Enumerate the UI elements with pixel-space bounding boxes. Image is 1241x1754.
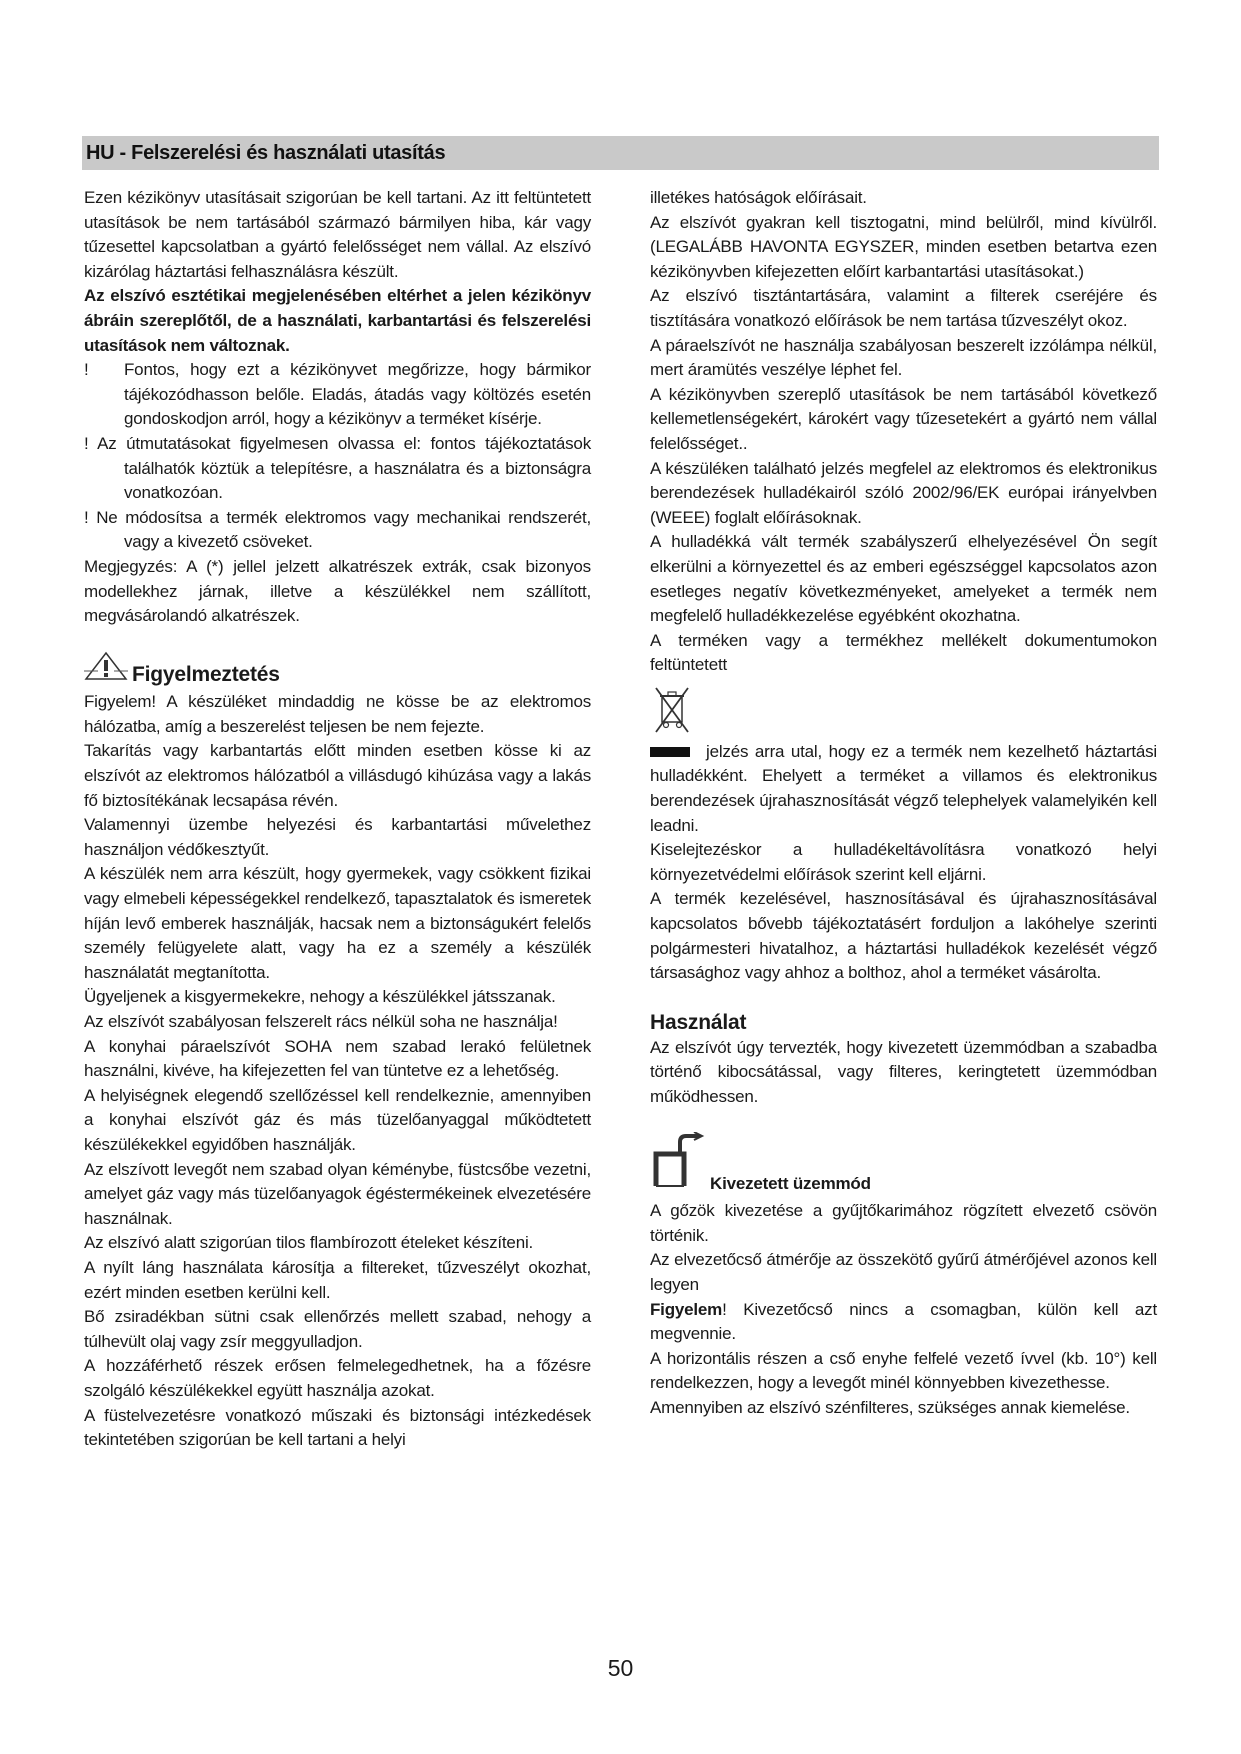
weee-symbol-row	[650, 684, 1157, 738]
info-paragraph: Kiselejtezéskor a hulladékeltávolításra vonatkozó helyi környezetvédelmi előírások szerint kell eljárni.	[650, 840, 1157, 884]
info-paragraph: Az elszívót gyakran kell tisztogatni, mind belülről, mind kívülről. (LEGALÁBB HAVONTA EGYSZER, minden esetben betartva ezen kézikönyvben kifejezetten előírt karbantartási utasításokat.)	[650, 212, 1157, 281]
bullet-item	[84, 358, 591, 432]
weee-bar-icon	[650, 747, 690, 757]
ducted-title: Kivezetett üzemmód	[710, 1174, 871, 1194]
ducted-paragraph: Az elvezetőcső átmérője az összekötő gyűrű átmérőjével azonos kell legyen	[650, 1250, 1157, 1294]
info-paragraph: A páraelszívót ne használja szabályosan beszerelt izzólámpa nélkül, mert áramütés veszélye léphet fel.	[650, 335, 1157, 380]
bullet-text: Fontos, hogy ezt a kézikönyvet megőrizze, hogy bármikor tájékozódhasson belőle. Eladás, átadás vagy költözés esetén gondoskodjon arról, hogy a kézikönyv a terméket kísérje.	[124, 360, 591, 429]
weee-paragraph	[650, 740, 1157, 838]
bullet-item: ! Az útmutatásokat figyelmesen olvassa el: fontos tájékoztatások találhatók köztük a telepítésre, a használatra és a biztonságra vonatkozóan.	[84, 433, 591, 503]
warning-heading	[84, 651, 591, 689]
warning-paragraph: Figyelem! A készüléket mindaddig ne kösse be az elektromos hálózatba, amíg a beszerelést teljesen be nem fejezte.	[84, 692, 591, 736]
usage-paragraph: Az elszívót úgy tervezték, hogy kivezetett üzemmódban a szabadba történő kibocsátással, vagy filteres, keringtetett üzemmódban működhessen.	[650, 1037, 1157, 1106]
warning-paragraph: Az elszívó alatt szigorúan tilos flambírozott ételeket készíteni.	[84, 1233, 534, 1253]
info-paragraph: A termék kezelésével, hasznosításával és újrahasznosításával kapcsolatos bővebb tájékoztatásért forduljon a lakóhelye szerinti polgármesteri hivatalhoz, a háztartási hulladékok kezelését végző társasághoz vagy ahhoz a bolthoz, ahol a terméket vásárolta.	[650, 889, 1157, 983]
attention-label: Figyelem	[650, 1299, 723, 1319]
ducted-paragraph: A gőzök kivezetése a gyűjtőkarimához rögzített elvezető csövön történik.	[650, 1201, 1157, 1245]
weee-text: jelzés arra utal, hogy ez a termék nem kezelhető háztartási hulladékként. Ehelyett a terméket a villamos és elektronikus berendezések újrahasznosítását végző telephelyek valamelyikén kell leadni.	[650, 741, 1157, 835]
info-paragraph: A hulladékká vált termék szabályszerű elhelyezésével Ön segít elkerülni a környezettel és az emberi egészséggel kapcsolatos azon esetleges negatív következményeket, amelyeket a termék nem megfelelő hulladékkezelése egyébként okozhatna.	[650, 532, 1157, 626]
warning-paragraph: A nyílt láng használata károsítja a filtereket, tűzveszélyt okozhat, ezért minden esetben kerülni kell.	[84, 1257, 591, 1302]
bullet-item: ! Ne módosítsa a termék elektromos vagy mechanikai rendszerét, vagy a kivezető csöveket.	[84, 507, 591, 552]
warning-paragraph: Ügyeljenek a kisgyermekekre, nehogy a készülékkel játsszanak.	[84, 987, 556, 1007]
warning-paragraph: Az elszívott levegőt nem szabad olyan kéménybe, füstcsőbe vezetni, amelyet gáz vagy más tüzelőanyagok égéstermékeinek elvezetésére használnak.	[84, 1159, 591, 1228]
ducted-paragraph	[650, 1298, 1157, 1347]
warning-paragraph: A helyiségnek elegendő szellőzéssel kell rendelkeznie, amennyiben a konyhai elszívót gáz és más tüzelőanyaggal működtetett készülékekkel egyidőben használják.	[84, 1085, 591, 1154]
warning-paragraph: Takarítás vagy karbantartás előtt minden esetben kösse ki az elszívót az elektromos hálózatból a villásdugó kihúzása vagy a lakás fő biztosítékának lecsapása révén.	[84, 741, 591, 810]
crossed-bin-icon	[650, 721, 694, 740]
warning-paragraph: Bő zsiradékban sütni csak ellenőrzés mellett szabad, nehogy a túlhevült olaj vagy zsír meggyulladjon.	[84, 1307, 591, 1351]
info-paragraph: illetékes hatóságok előírásait.	[650, 188, 867, 207]
left-column	[84, 186, 591, 1453]
warning-paragraph: Az elszívót szabályosan felszerelt rács nélkül soha ne használja!	[84, 1012, 558, 1031]
note-paragraph: Megjegyzés: A (*) jellel jelzett alkatrészek extrák, csak bizonyos modellekhez járnak, illetve a készülékkel nem szállított, megvásárolandó alkatrészek.	[84, 556, 591, 626]
bullet-mark: !	[84, 360, 89, 380]
page-number: 50	[607, 1655, 634, 1681]
warning-paragraph: A füstelvezetésre vonatkozó műszaki és biztonsági intézkedések tekintetében szigorúan be kell tartani a helyi	[84, 1405, 591, 1450]
info-paragraph: A kézikönyvben szereplő utasítások be nem tartásából következő kellemetlenségekért, károkért vagy tűzesetekért a gyártó nem vállal felelősséget..	[650, 384, 1157, 453]
right-column	[650, 186, 1157, 1421]
warning-paragraph: A készülék nem arra készült, hogy gyermekek, vagy csökkent fizikai vagy elmebeli képességekkel rendelkező, tapasztalatok és ismeretek híján levő emberek használják, hacsak nem a biztonságukért felelős személy felügyelete alatt, vagy ha ez a személy a készülék használatát megtanította.	[84, 864, 591, 982]
ducted-paragraph: A horizontális részen a cső enyhe felfelé vezető ívvel (kb. 10°) kell rendelkezzen, hogy a levegőt minél könnyebben kivezethesse.	[650, 1348, 1157, 1393]
info-paragraph: A terméken vagy a termékhez mellékelt dokumentumokon feltüntetett	[650, 630, 1157, 675]
info-paragraph: Az elszívó tisztántartására, valamint a filterek cseréjére és tisztítására vonatkozó előírások be nem tartása tűzveszélyt okoz.	[650, 286, 1157, 330]
ducted-heading	[650, 1132, 1157, 1196]
warning-triangle-icon	[84, 651, 128, 689]
ducted-paragraph: Amennyiben az elszívó szénfilteres, szükséges annak kiemelése.	[650, 1397, 1130, 1417]
attention-text: ! Kivezetőcső nincs a csomagban, külön kell azt megvennie.	[650, 1299, 1157, 1344]
info-paragraph: A készüléken található jelzés megfelel az elektromos és elektronikus berendezések hulladékairól szóló 2002/96/EK európai irányelvben (WEEE) foglalt előírásoknak.	[650, 458, 1157, 527]
usage-heading: Használat	[650, 1010, 747, 1034]
warning-paragraph: Valamennyi üzembe helyezési és karbantartási művelethez használjon védőkesztyűt.	[84, 815, 591, 859]
warning-title: Figyelmeztetés	[132, 663, 280, 687]
ducted-hood-icon	[650, 1132, 708, 1196]
section-header: HU - Felszerelési és használati utasítás	[82, 136, 1159, 170]
warning-paragraph: A hozzáférhető részek erősen felmelegedhetnek, ha a főzésre szolgáló készülékekkel együtt használja azokat.	[84, 1356, 591, 1400]
intro-paragraph: Ezen kézikönyv utasításait szigorúan be kell tartani. Az itt feltüntetett utasítások be nem tartásából származó bármilyen hiba, kár vagy tűzesettel kapcsolatban a gyártó felelősséget nem vállal. Az elszívó kizárólag háztartási felhasználásra készült.	[84, 188, 591, 281]
warning-paragraph: A konyhai páraelszívót SOHA nem szabad lerakó felületnek használni, kivéve, ha kifejezetten fel van tüntetve ez a lehetőség.	[84, 1036, 591, 1081]
bold-notice: Az elszívó esztétikai megjelenésében eltérhet a jelen kézikönyv ábráin szereplőtől, de a használati, karbantartási és felszerelési utasítások nem változnak.	[84, 286, 591, 355]
